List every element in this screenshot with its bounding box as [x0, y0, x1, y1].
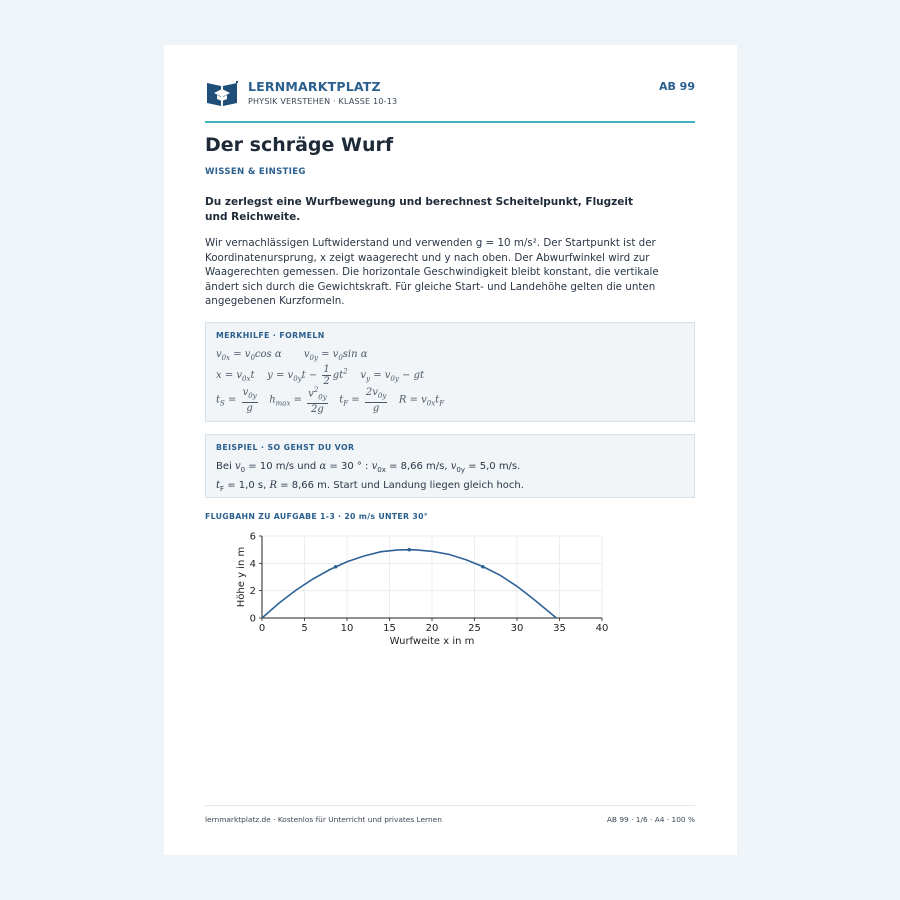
- example-and: und: [297, 461, 317, 472]
- x-tick-label: 20: [425, 623, 439, 634]
- trajectory-chart: [230, 528, 620, 653]
- formula-box: [205, 322, 695, 422]
- trajectory-point: [407, 548, 411, 552]
- page-title: Der schräge Wurf: [205, 134, 394, 156]
- x-axis-label: Wurfweite x in m: [389, 636, 475, 647]
- sheet-code: AB 99: [658, 80, 695, 93]
- y-tick-label: 0: [249, 613, 256, 625]
- x-tick-label: 15: [383, 623, 396, 634]
- x-tick-label: 30: [510, 623, 524, 634]
- x-tick-label: 40: [595, 623, 609, 634]
- formula-line-results: $t_S$ = $\frac{v_{0y}}{g}$ $h_{max}$ = $\frac{v^2_{0y}}{2g}$ $t_F$ = $\frac{2v_{0y}}{g}$ $R = v_{0x}t_F$: [216, 386, 445, 416]
- y-tick-label: 6: [249, 531, 256, 543]
- example-prefix: Bei: [216, 461, 232, 472]
- header-divider: [205, 121, 695, 123]
- footer-left: lernmarktplatz.de · Kostenlos für Unterricht und privates Lernen: [205, 815, 442, 824]
- y-tick-label: 2: [249, 586, 256, 598]
- x-tick-label: 35: [553, 623, 566, 634]
- section-kicker: WISSEN & EINSTIEG: [205, 167, 306, 177]
- trajectory-point: [481, 565, 485, 569]
- brand-subtitle: PHYSIK VERSTEHEN · KLASSE 10-13: [248, 97, 398, 106]
- lead-paragraph: Du zerlegst eine Wurfbewegung und berechnest Scheitelpunkt, Flugzeit und Reichweite.: [205, 196, 634, 223]
- y-axis-label: Höhe y in m: [236, 546, 247, 608]
- formula-box-title: MERKHILFE · FORMELN: [216, 331, 325, 340]
- trajectory-point: [334, 565, 338, 569]
- trajectory-line: [262, 550, 556, 618]
- formula-line-velocity: $v_{0x} = v_0\cos$ α $v_{0y} = v_0\sin$ α: [216, 349, 368, 362]
- example-box: [205, 434, 695, 498]
- y-tick-label: 4: [249, 558, 256, 570]
- example-line-2: $t_F = 1,0$ s, R = 8,66 m. Start und Landung liegen gleich hoch.: [216, 480, 524, 493]
- book-with-graduation-cap-icon: [206, 81, 238, 107]
- footer-divider: [205, 805, 695, 806]
- brand-name: LERNMARKTPLATZ: [248, 79, 381, 94]
- figure-title: FLUGBAHN ZU AUFGABE 1-3 · 20 m/s UNTER 30°: [205, 512, 428, 521]
- footer-right: AB 99 · 1/6 · A4 · 100 %: [606, 815, 695, 824]
- x-tick-label: 10: [340, 623, 354, 634]
- page-header: [205, 79, 695, 123]
- x-tick-label: 25: [468, 623, 481, 634]
- example-conclusion: Start und Landung liegen gleich hoch.: [333, 480, 524, 491]
- worksheet-page: [164, 45, 737, 855]
- x-tick-label: 0: [258, 623, 266, 634]
- body-paragraph: Wir vernachlässigen Luftwiderstand und verwenden g = 10 m/s². Der Startpunkt ist der Koordinatenursprung, x zeigt waagerecht und y nach oben. Der Abwurfwinkel wird zur Waagerechten gemessen. Die horizontale Geschwindigkeit bleibt konstant, die vertikale ändert sich durch die Gewichtskraft. Für gleiche Start- und Landehöhe gelten die unten angegebenen Kurzformeln.: [205, 237, 659, 308]
- example-line-1: Bei $v_0 = 10$ m/s und α = 30 ° : $v_{0x} = 8,66$ m/s, $v_{0y} = 5,0$ m/s.: [216, 461, 521, 474]
- formula-line-position: $x = v_{0x}t$ $y = v_{0y}t$ − $\frac{1}{2}$ $gt^2$ $v_y = v_{0y}$ − gt: [216, 364, 424, 387]
- x-tick-label: 5: [301, 623, 308, 634]
- example-box-title: BEISPIEL · SO GEHST DU VOR: [216, 443, 355, 452]
